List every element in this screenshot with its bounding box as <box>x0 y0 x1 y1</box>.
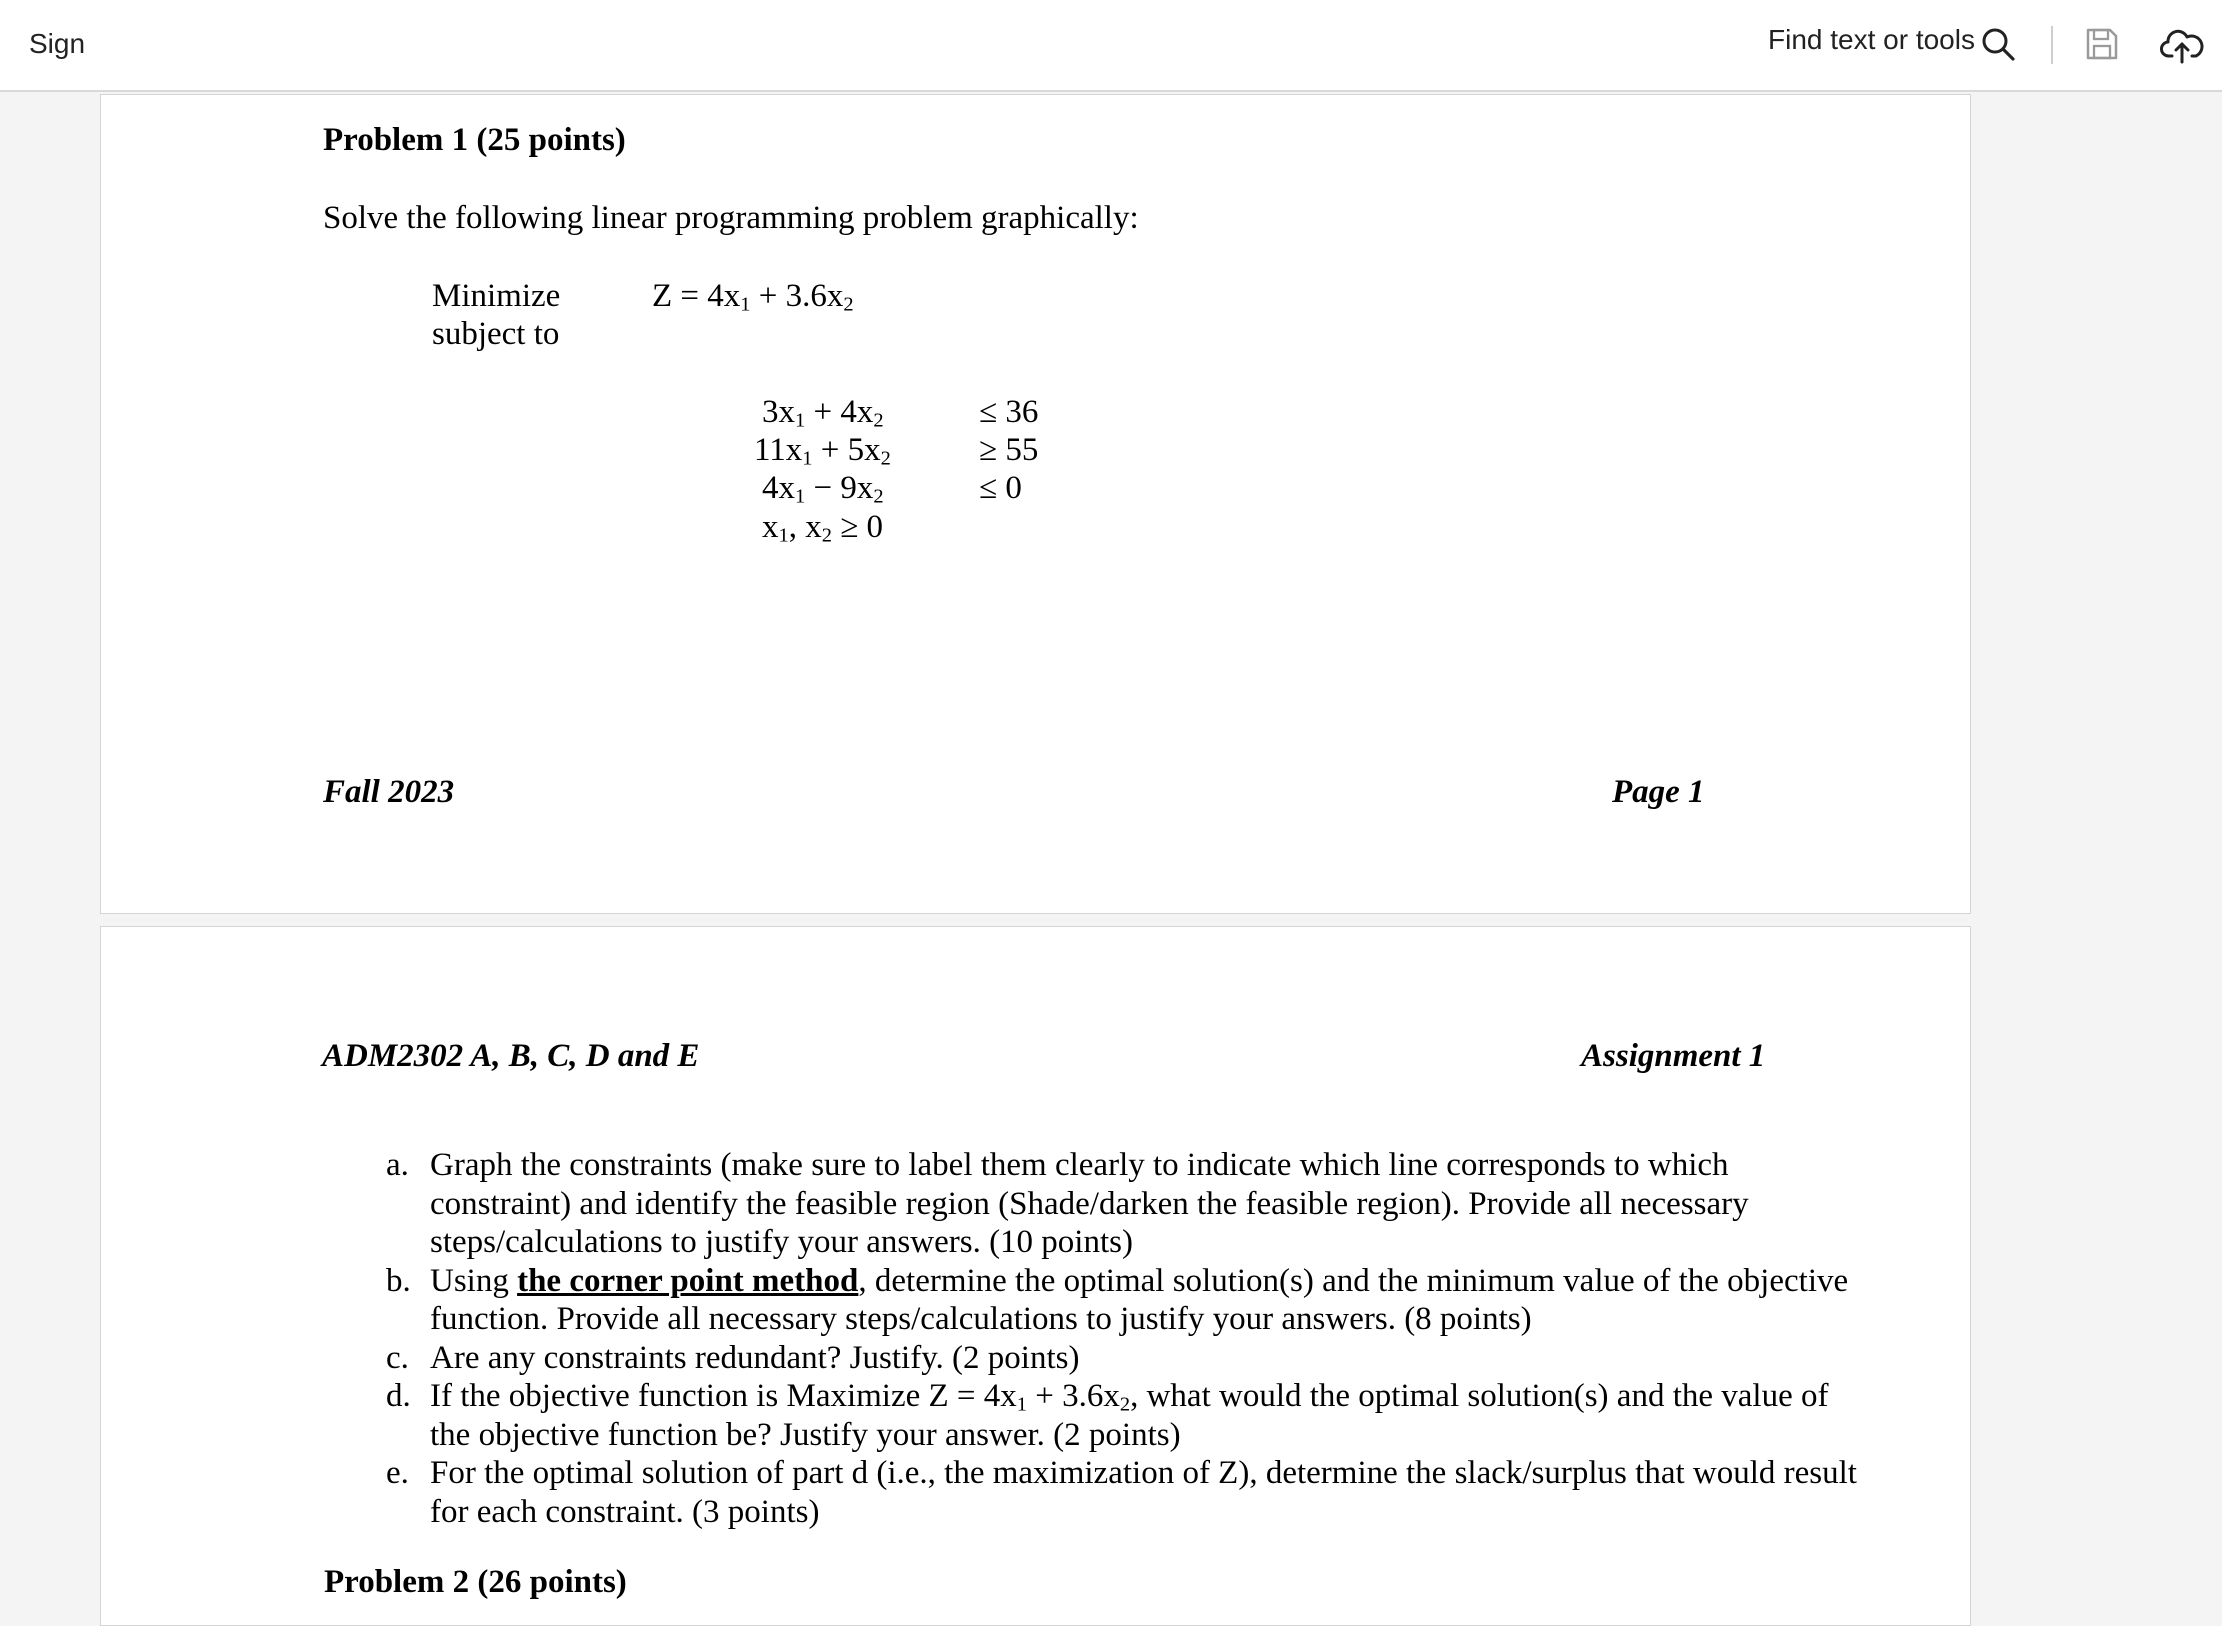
document-page-1 <box>100 94 1971 914</box>
footer-page-number: Page 1 <box>1612 774 1705 810</box>
find-text-or-tools-button[interactable]: Find text or tools <box>1768 24 1975 55</box>
header-course: ADM2302 A, B, C, D and E <box>322 1038 700 1074</box>
cloud-upload-icon[interactable] <box>2160 26 2204 66</box>
list-marker: d. <box>386 1378 411 1414</box>
constraint-1-rhs: ≤ 36 <box>979 394 1039 430</box>
constraint-2-rhs: ≥ 55 <box>979 432 1039 468</box>
save-icon[interactable] <box>2084 26 2120 62</box>
list-item-text: For the optimal solution of part d (i.e., the maximization of Z), determine the slack/surplus that would result for each constraint. (3 points) <box>430 1455 1857 1530</box>
list-item-text: Graph the constraints (make sure to label them clearly to indicate which line corresponds to which constraint) and identify the feasible region (Shade/darken the feasible region). Provide all necessary steps/calculations to justify your answers. (10 points) <box>430 1147 1749 1260</box>
list-item: b. Using the corner point method, determine the optimal solution(s) and the minimum value of the objective function. Provide all necessary steps/calculations to justify your answers. (8 points) <box>386 1262 1849 1337</box>
search-icon[interactable] <box>1980 26 2016 62</box>
objective-function: $Z = 4x_1 + 3.6x_2$ <box>652 278 854 316</box>
nonnegativity-constraint: $x_1$, $x_2 \ge 0$ <box>762 509 884 547</box>
list-item: d. If the objective function is Maximize $Z = 4x_1 + 3.6x_2$, what would the optimal solution(s) and the value of the objective function be? Justify your answer. (2 points) <box>386 1378 1829 1453</box>
constraint-3-lhs: $4x_1 - 9x_2$ <box>762 470 884 508</box>
list-item <box>386 1339 1866 1378</box>
list-item <box>386 1146 1866 1262</box>
minimize-label: Minimize <box>432 278 561 314</box>
list-marker: c. <box>386 1339 409 1376</box>
list-marker: e. <box>386 1455 409 1491</box>
problem-instruction: Solve the following linear programming problem graphically: <box>323 200 1139 236</box>
header-assignment: Assignment 1 <box>1581 1038 1766 1074</box>
list-marker: a. <box>386 1147 409 1183</box>
constraint-2-lhs: $11x_1 + 5x_2$ <box>754 432 891 470</box>
list-marker: b. <box>386 1262 411 1299</box>
corner-point-method-emphasis: the corner point method <box>517 1262 859 1299</box>
question-list <box>386 1146 1866 1531</box>
list-item <box>386 1454 1866 1531</box>
subject-to-label: subject to <box>432 316 560 352</box>
footer-term: Fall 2023 <box>323 774 455 810</box>
sign-button[interactable]: Sign <box>29 28 86 59</box>
constraint-3-rhs: ≤ 0 <box>979 470 1022 506</box>
problem-title: Problem 1 (25 points) <box>323 122 626 158</box>
top-toolbar <box>0 0 2222 92</box>
list-item-text: Are any constraints redundant? Justify. (2 points) <box>430 1339 1080 1376</box>
next-problem-title: Problem 2 (26 points) <box>324 1564 627 1600</box>
document-page-2 <box>100 926 1971 1626</box>
constraint-1-lhs: $3x_1 + 4x_2$ <box>762 394 884 432</box>
toolbar-divider <box>2051 26 2053 64</box>
